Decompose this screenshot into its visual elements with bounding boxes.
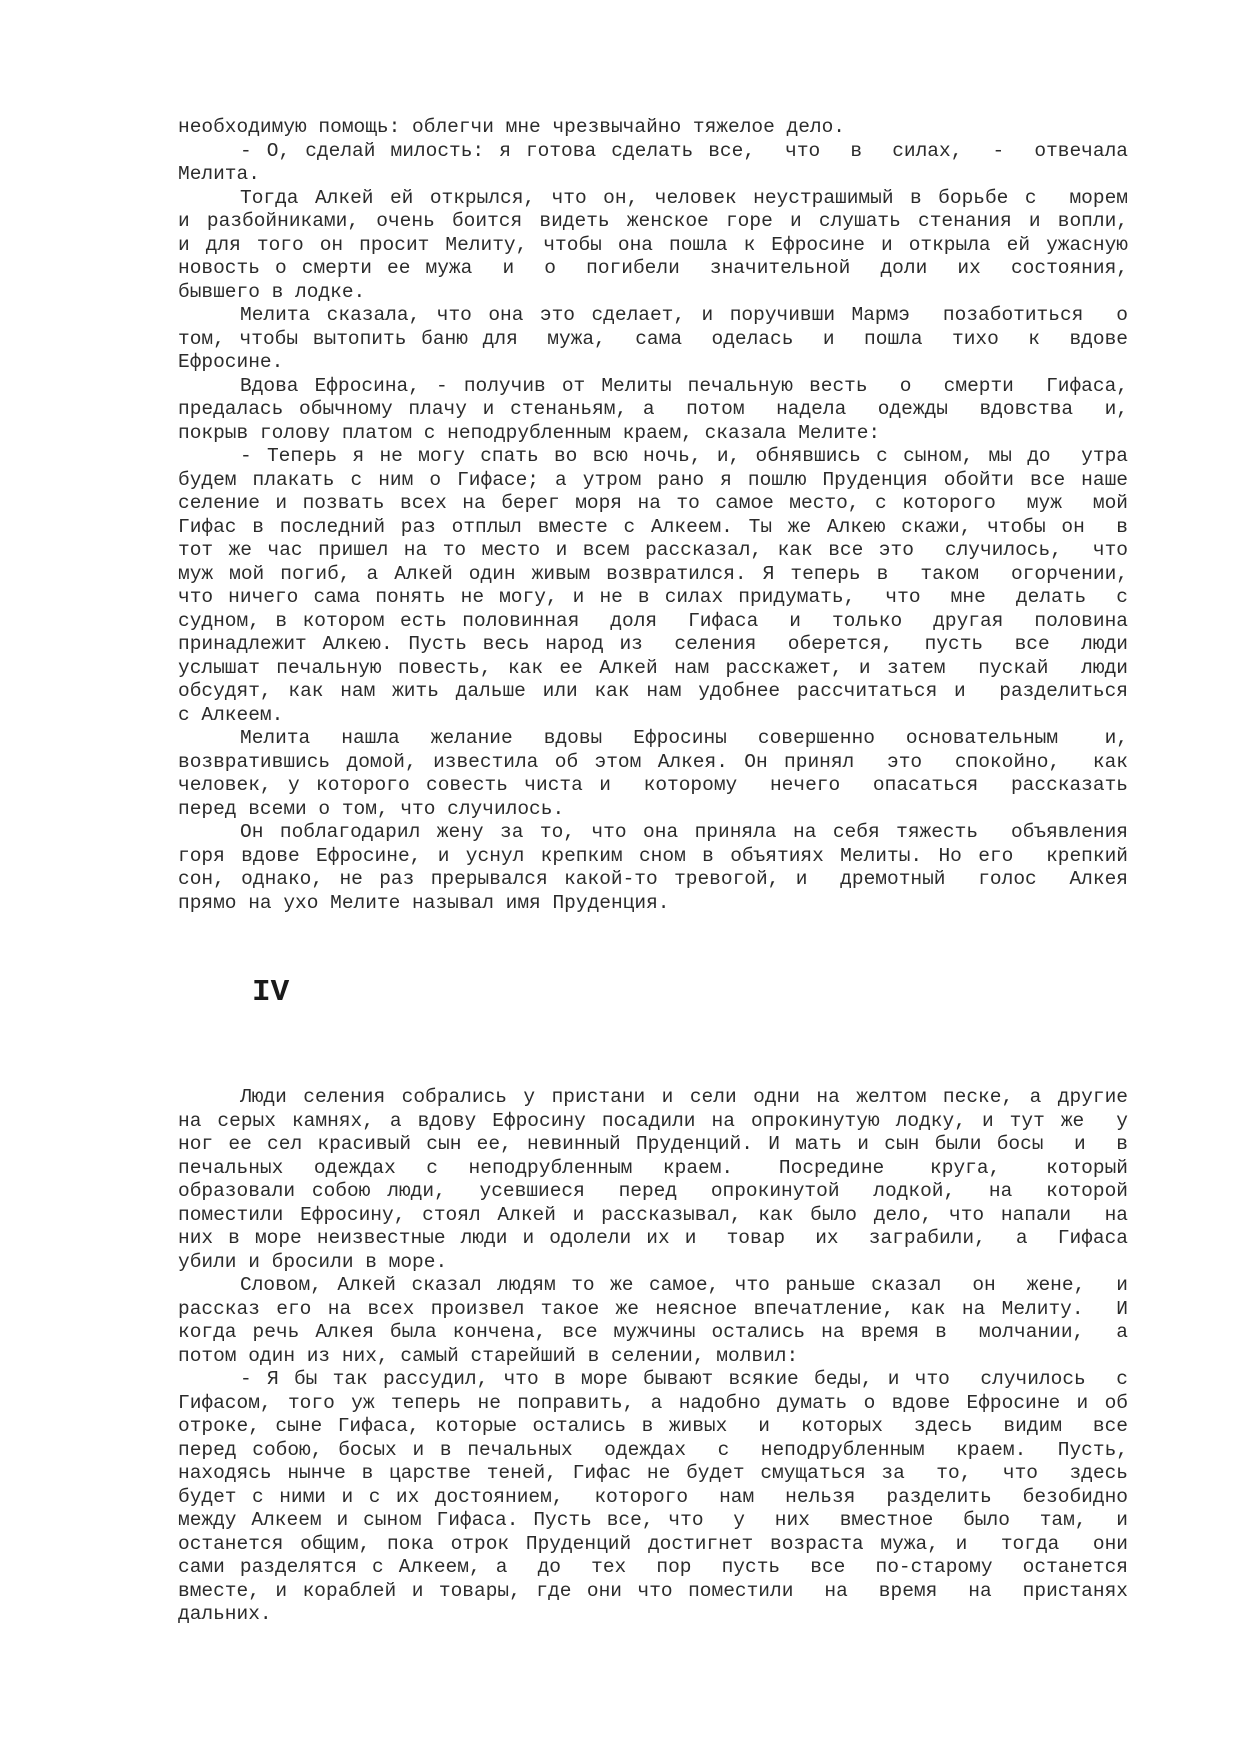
text-line: муж мой погиб, а Алкей один живым возвратился. Я теперь в таком огорчении, (178, 562, 1128, 585)
text-line: находясь нынче в царстве теней, Гифас не будет смущаться за то, что здесь (178, 1462, 1128, 1484)
text-line: услышат печальную повесть, как ее Алкей нам расскажет, и затем пускай люди (178, 656, 1128, 679)
text-line: Вдова Ефросина, - получив от Мелиты печальную весть о смерти Гифаса, (240, 374, 1128, 397)
text-block-2 (178, 1086, 1128, 1627)
text-block-1 (178, 116, 1128, 915)
text-line: образовали собою люди, усевшиеся перед опрокинутой лодкой, на которой (178, 1180, 1128, 1202)
text-line: отроке, сыне Гифаса, которые остались в живых и которых здесь видим все (178, 1415, 1128, 1437)
text-line: будем плакать с ним о Гифасе; а утром рано я пошлю Пруденция обойти все наше (178, 468, 1128, 491)
text-line: покрыв голову платом с неподрубленным краем, сказала Мелите: (178, 421, 881, 444)
text-line: них в море неизвестные люди и одолели их и товар их заграбили, а Гифаса (178, 1227, 1128, 1249)
text-line: сон, однако, не раз прерывался какой-то тревогой, и дремотный голос Алкея (178, 868, 1128, 890)
text-line: дальних. (178, 1603, 272, 1625)
text-line: сами разделятся с Алкеем, а до тех пор пусть все по-старому останется (178, 1556, 1128, 1578)
text-line: на серых камнях, а вдову Ефросину посадили на опрокинутую лодку, и тут же у (178, 1109, 1128, 1132)
text-line: прямо на ухо Мелите называл имя Пруденция. (178, 891, 670, 914)
text-line: судном, в котором есть половинная доля Гифаса и только другая половина (178, 609, 1128, 632)
text-line: и для того он просит Мелиту, чтобы она пошла к Ефросине и открыла ей ужасную (178, 233, 1128, 256)
text-line: Гифасом, того уж теперь не поправить, а надобно думать о вдове Ефросине и об (178, 1391, 1128, 1414)
text-line: горя вдове Ефросине, и уснул крепким сном в объятиях Мелиты. Но его крепкий (178, 844, 1128, 867)
text-line: будет с ними и с их достоянием, которого нам нельзя разделить безобидно (178, 1485, 1128, 1508)
text-line: с Алкеем. (178, 703, 284, 726)
text-line: Ефросине. (178, 351, 284, 373)
text-line: рассказ его на всех произвел такое же неясное впечатление, как на Мелиту. И (178, 1297, 1128, 1320)
text-line: бывшего в лодке. (178, 280, 366, 303)
text-line: Он поблагодарил жену за то, что она приняла на себя тяжесть объявления (240, 821, 1128, 843)
text-line: Мелита. (178, 163, 260, 185)
text-line: печальных одеждах с неподрубленным краем. Посредине круга, который (178, 1156, 1128, 1179)
text-line: - О, сделай милость: я готова сделать все, что в силах, - отвечала (240, 139, 1128, 162)
text-line: человек, у которого совесть чиста и которому нечего опасаться рассказать (178, 774, 1128, 796)
text-line: обсудят, как нам жить дальше или как нам удобнее рассчитаться и разделиться (178, 680, 1128, 702)
text-line: перед всеми о том, что случилось. (178, 797, 565, 820)
text-line: селение и позвать всех на берег моря на то самое место, с которого муж мой (178, 492, 1128, 514)
chapter-heading: IV (252, 975, 290, 1010)
text-line: предалась обычному плачу и стенаньям, а потом надела одежды вдовства и, (178, 398, 1128, 420)
text-line: Мелита нашла желание вдовы Ефросины совершенно основательным и, (240, 727, 1128, 749)
text-line: - Теперь я не могу спать во всю ночь, и, обнявшись с сыном, мы до утра (240, 445, 1128, 467)
text-line: ног ее сел красивый сын ее, невинный Пруденций. И мать и сын были босы и в (178, 1133, 1128, 1155)
text-line: останется общим, пока отрок Пруденций достигнет возраста мужа, и тогда они (178, 1532, 1128, 1555)
text-line: когда речь Алкея была кончена, все мужчины остались на время в молчании, а (178, 1321, 1128, 1343)
text-line: возвратившись домой, известила об этом Алкея. Он принял это спокойно, как (178, 750, 1128, 773)
text-line: убили и бросили в море. (178, 1250, 448, 1273)
text-line: перед собою, босых и в печальных одеждах с неподрубленным краем. Пусть, (178, 1438, 1128, 1461)
text-line: Тогда Алкей ей открылся, что он, человек неустрашимый в борьбе с морем (240, 186, 1128, 209)
text-line: необходимую помощь: облегчи мне чрезвычайно тяжелое дело. (178, 116, 846, 138)
text-line: между Алкеем и сыном Гифаса. Пусть все, что у них вместное было там, и (178, 1509, 1128, 1531)
text-line: и разбойниками, очень боится видеть женское горе и слушать стенания и вопли, (178, 210, 1128, 232)
text-line: Гифас в последний раз отплыл вместе с Алкеем. Ты же Алкею скажи, чтобы он в (178, 515, 1128, 538)
text-line: - Я бы так рассудил, что в море бывают всякие беды, и что случилось с (240, 1368, 1128, 1390)
text-line: Словом, Алкей сказал людям то же самое, что раньше сказал он жене, и (240, 1274, 1128, 1296)
text-line: Люди селения собрались у пристани и сели одни на желтом песке, а другие (240, 1086, 1128, 1108)
text-line: принадлежит Алкею. Пусть весь народ из селения оберется, пусть все люди (178, 633, 1128, 655)
text-line: тот же час пришел на то место и всем рассказал, как все это случилось, что (178, 539, 1128, 561)
text-line: Мелита сказала, что она это сделает, и поручивши Мармэ позаботиться о (240, 304, 1128, 326)
text-line: поместили Ефросину, стоял Алкей и рассказывал, как было дело, что напали на (178, 1203, 1128, 1226)
text-line: вместе, и кораблей и товары, где они что поместили на время на пристанях (178, 1579, 1128, 1602)
text-line: что ничего сама понять не могу, и не в силах придумать, что мне делать с (178, 586, 1128, 608)
text-line: потом один из них, самый старейший в селении, молвил: (178, 1344, 799, 1367)
text-line: новость о смерти ее мужа и о погибели значительной доли их состояния, (178, 257, 1128, 279)
text-line: том, чтобы вытопить баню для мужа, сама оделась и пошла тихо к вдове (178, 327, 1128, 350)
